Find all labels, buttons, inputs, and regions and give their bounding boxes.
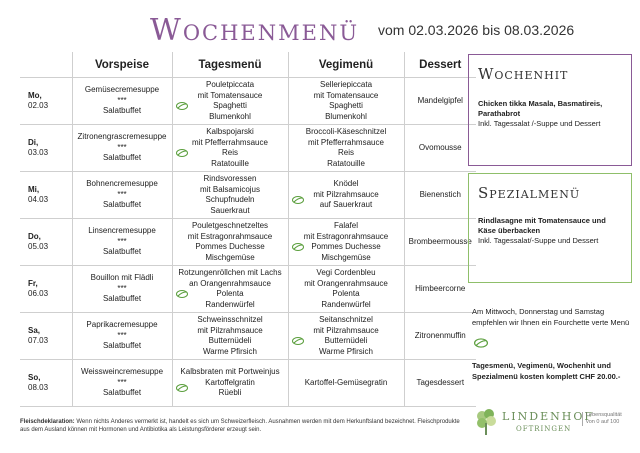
vegimenu-cell xyxy=(288,266,404,313)
vegimenu-cell xyxy=(288,125,404,172)
day-name: Mi, xyxy=(28,184,40,194)
dessert-cell: Tagesdessert xyxy=(404,360,476,407)
vorspeise-cell-line: Salatbuffet xyxy=(102,153,142,163)
vegimenu-cell-line: Blumenkohl xyxy=(325,111,367,121)
vegimenu-cell-line: mit Pilzrahmsauce xyxy=(313,325,379,335)
vegimenu-cell-line: Mischgemüse xyxy=(321,252,371,262)
header-vorspeise: Vorspeise xyxy=(72,52,172,78)
spezialmenu-body xyxy=(469,216,631,246)
menu-table xyxy=(20,52,476,407)
vegimenu-cell-line: Randenwürfel xyxy=(321,299,371,309)
dessert-cell: Brombeermousse xyxy=(404,219,476,266)
vegimenu-cell-line: Broccoli-Käseschnitzel xyxy=(305,127,387,136)
vegimenu-cell xyxy=(288,360,404,407)
vegimenu-cell-line: Vegi Cordenbleu xyxy=(316,268,376,277)
vorspeise-cell-line: Zitronengrascremesuppe xyxy=(77,132,167,142)
tagesmenu-cell-line: Kartoffelgratin xyxy=(205,377,255,387)
vorspeise-cell-line: Salatbuffet xyxy=(102,341,142,351)
menu-row xyxy=(20,125,476,172)
meat-declaration-label: Fleischdeklaration: xyxy=(20,419,75,425)
dessert-cell: Zitronenmuffin xyxy=(404,313,476,360)
fourchette-leaf-icon xyxy=(474,338,488,348)
vorspeise-cell xyxy=(72,78,172,125)
vegimenu-cell-line: Ratatouille xyxy=(327,158,365,168)
day-name: Sa, xyxy=(28,325,41,335)
vorspeise-cell-line: Linsencremesuppe xyxy=(88,226,156,236)
day-date: 04.03 xyxy=(28,195,49,204)
vegimenu-cell xyxy=(288,219,404,266)
vorspeise-cell-line: Salatbuffet xyxy=(102,388,142,398)
tagesmenu-cell-line: Rindsvoressen xyxy=(203,174,257,183)
fourchette-leaf-icon xyxy=(292,243,304,251)
tree-icon xyxy=(474,408,498,436)
day-name: Di, xyxy=(28,137,39,147)
tagesmenu-cell-line: Pouletpiccata xyxy=(205,80,255,89)
wochenhit-title: Wochenhit xyxy=(478,65,569,83)
day-cell xyxy=(20,219,72,266)
page-title: Wochenmenü xyxy=(150,13,360,48)
tagesmenu-cell-line: Pouletgeschnetzeltes xyxy=(191,221,269,230)
dessert-cell: Mandelgipfel xyxy=(404,78,476,125)
vorspeise-cell xyxy=(72,360,172,407)
price-note: Tagesmenü, Vegimenü, Wochenhit und Spezialmenü kosten komplett CHF 20.00.- xyxy=(472,361,621,381)
tagesmenu-cell-line: Blumenkohl xyxy=(209,111,251,121)
day-name: Fr, xyxy=(28,278,38,288)
tagesmenu-cell-line: Mischgemüse xyxy=(205,252,255,262)
fourchette-leaf-icon xyxy=(176,149,188,157)
vorspeise-cell-line: *** xyxy=(117,377,127,387)
vorspeise-cell-line: *** xyxy=(117,142,127,152)
vorspeise-cell-line: *** xyxy=(117,236,127,246)
menu-row xyxy=(20,360,476,407)
tagesmenu-cell-line: Sauerkraut xyxy=(210,205,250,215)
fourchette-leaf-icon xyxy=(292,337,304,345)
tagesmenu-cell-line: Ratatouille xyxy=(211,158,249,168)
tagesmenu-cell-line: mit Estragonrahmsauce xyxy=(187,231,273,241)
vegimenu-cell-line: Polenta xyxy=(332,289,360,298)
day-cell xyxy=(20,360,72,407)
vorspeise-cell-line: *** xyxy=(117,95,127,105)
day-name: So, xyxy=(28,372,41,382)
vorspeise-cell xyxy=(72,313,172,360)
tagesmenu-cell-line: Butternüdeli xyxy=(208,336,252,345)
vegimenu-cell-line: Seitanschnitzel xyxy=(319,315,373,324)
vorspeise-cell xyxy=(72,125,172,172)
vegimenu-cell-line: mit Pilzrahmsauce xyxy=(313,189,379,199)
logo-name: LINDENHOF xyxy=(502,410,594,423)
vorspeise-cell-line: Bouillon mit Flädli xyxy=(90,273,154,283)
header-vegimenu: Vegimenü xyxy=(288,52,404,78)
meat-declaration-text: Wenn nichts Anderes vermerkt ist, handelt es sich um Schweizerfleisch. Ausnahmen werden mit dem Herkunftsland bezeichnet. Fleischprodukte aus dem Ausland können mit Hormonen und Antibiotika als Leistungsförderer erzeugt sein. xyxy=(20,419,460,433)
tagesmenu-cell xyxy=(172,78,288,125)
day-date: 02.03 xyxy=(28,101,49,110)
tagesmenu-cell-line: Pommes Duchesse xyxy=(195,242,265,251)
fourchette-leaf-icon xyxy=(176,102,188,110)
fourchette-leaf-icon xyxy=(176,384,188,392)
dessert-cell: Ovomousse xyxy=(404,125,476,172)
vegimenu-cell-line: Pommes Duchesse xyxy=(311,242,381,251)
vegimenu-cell-line: Knödel xyxy=(333,179,359,189)
spezialmenu-dish: Rindlasagne mit Tomatensauce und Käse überbacken xyxy=(478,216,606,235)
tagesmenu-cell-line: Warme Pfirsich xyxy=(203,346,257,356)
vorspeise-cell-line: *** xyxy=(117,330,127,340)
tagesmenu-cell-line: Kalbsbraten mit Portweinjus xyxy=(180,367,280,377)
vorspeise-cell-line: Bohnencremesuppe xyxy=(86,179,158,189)
vorspeise-cell-line: Gemüsecremesuppe xyxy=(84,85,160,95)
day-name: Mo, xyxy=(28,90,42,100)
day-date: 05.03 xyxy=(28,242,49,251)
vorspeise-cell xyxy=(72,172,172,219)
day-cell xyxy=(20,125,72,172)
menu-row xyxy=(20,313,476,360)
spezialmenu-title: Spezialmenü xyxy=(478,184,581,202)
vorspeise-cell-line: Salatbuffet xyxy=(102,106,142,116)
menu-row xyxy=(20,266,476,313)
wochenhit-box xyxy=(468,54,632,166)
vorspeise-cell-line: Salatbuffet xyxy=(102,294,142,304)
vegimenu-cell-line: auf Sauerkraut xyxy=(319,200,373,210)
menu-row xyxy=(20,219,476,266)
vorspeise-cell-line: Weissweincremesuppe xyxy=(80,367,164,377)
tagesmenu-cell-line: Polenta xyxy=(216,289,244,298)
dessert-cell: Bienenstich xyxy=(404,172,476,219)
tagesmenu-cell-line: Rotzungenröllchen mit Lachs xyxy=(178,268,282,277)
tagesmenu-cell-line: mit Pfefferrahmsauce xyxy=(192,137,268,147)
vorspeise-cell xyxy=(72,219,172,266)
logo-tagline: Lebensqualität von 0 auf 100 xyxy=(582,412,632,426)
vegimenu-cell-line: Kartoffel-Gemüsegratin xyxy=(304,377,388,387)
tagesmenu-cell-line: an Orangenrahmsauce xyxy=(189,278,271,288)
tagesmenu-cell-line: mit Balsamicojus xyxy=(199,184,260,194)
fourchette-note: Am Mittwoch, Donnerstag und Samstag empfehlen wir Ihnen ein Fourchette verte Menü xyxy=(472,307,630,327)
tagesmenu-cell-line: Rüebli xyxy=(218,388,242,398)
day-cell xyxy=(20,172,72,219)
day-date: 08.03 xyxy=(28,383,49,392)
header-dessert: Dessert xyxy=(404,52,476,78)
vegimenu-cell-line: mit Pfefferrahmsauce xyxy=(308,137,384,147)
vegimenu-cell-line: Warme Pfirsich xyxy=(319,346,373,356)
spezialmenu-box xyxy=(468,173,632,283)
menu-row xyxy=(20,172,476,219)
lindenhof-logo xyxy=(472,408,632,438)
vegimenu-cell-line: Spaghetti xyxy=(329,101,363,110)
vegimenu-cell xyxy=(288,313,404,360)
day-cell xyxy=(20,266,72,313)
day-date: 06.03 xyxy=(28,289,49,298)
vegimenu-cell-line: Butternüdeli xyxy=(324,336,368,345)
tagesmenu-cell-line: Schupfnudeln xyxy=(205,195,255,204)
tagesmenu-cell-line: Randenwürfel xyxy=(205,299,255,309)
vegimenu-cell-line: Selleriepiccata xyxy=(319,80,373,89)
vegimenu-cell-line: Falafel xyxy=(333,221,358,230)
vegimenu-cell-line: mit Orangenrahmsauce xyxy=(304,278,388,288)
table-header-row xyxy=(20,52,476,78)
vegimenu-cell-line: mit Tomatensauce xyxy=(313,90,379,100)
tagesmenu-cell xyxy=(172,125,288,172)
header-tagesmenu: Tagesmenü xyxy=(172,52,288,78)
logo-town: OFTRINGEN xyxy=(516,425,572,433)
day-date: 07.03 xyxy=(28,336,49,345)
vegimenu-cell xyxy=(288,172,404,219)
tagesmenu-cell-line: Kalbspojarski xyxy=(206,127,254,136)
fourchette-leaf-icon xyxy=(176,290,188,298)
vorspeise-cell-line: Salatbuffet xyxy=(102,247,142,257)
tagesmenu-cell xyxy=(172,360,288,407)
day-date: 03.03 xyxy=(28,148,49,157)
day-name: Do, xyxy=(28,231,41,241)
spezialmenu-includes: Inkl. Tagessalat/-Suppe und Dessert xyxy=(478,236,599,245)
vorspeise-cell-line: *** xyxy=(117,189,127,199)
menu-body xyxy=(20,78,476,407)
vorspeise-cell-line: Paprikacremesuppe xyxy=(86,320,158,330)
wochenhit-includes: Inkl. Tagessalat /-Suppe und Dessert xyxy=(478,119,601,128)
vegimenu-cell xyxy=(288,78,404,125)
header-day xyxy=(20,52,72,78)
date-range: vom 02.03.2026 bis 08.03.2026 xyxy=(378,22,575,38)
fourchette-leaf-icon xyxy=(292,196,304,204)
tagesmenu-cell xyxy=(172,219,288,266)
tagesmenu-cell xyxy=(172,313,288,360)
wochenhit-body xyxy=(469,99,631,129)
tagesmenu-cell xyxy=(172,172,288,219)
vorspeise-cell xyxy=(72,266,172,313)
day-cell xyxy=(20,313,72,360)
tagesmenu-cell-line: Schweinsschnitzel xyxy=(197,315,263,324)
tagesmenu-cell-line: Spaghetti xyxy=(213,101,247,110)
vegimenu-cell-line: mit Estragonrahmsauce xyxy=(303,231,389,241)
vegimenu-cell-line: Reis xyxy=(337,148,354,157)
meat-declaration xyxy=(20,418,460,434)
menu-row xyxy=(20,78,476,125)
tagesmenu-cell-line: Reis xyxy=(221,148,238,157)
day-cell xyxy=(20,78,72,125)
vorspeise-cell-line: *** xyxy=(117,283,127,293)
wochenhit-dish: Chicken tikka Masala, Basmatireis, Parathabrot xyxy=(478,99,603,118)
tagesmenu-cell-line: mit Tomatensauce xyxy=(197,90,263,100)
tagesmenu-cell xyxy=(172,266,288,313)
dessert-cell: Himbeercorne xyxy=(404,266,476,313)
vorspeise-cell-line: Salatbuffet xyxy=(102,200,142,210)
tagesmenu-cell-line: mit Pilzrahmsauce xyxy=(197,325,263,335)
